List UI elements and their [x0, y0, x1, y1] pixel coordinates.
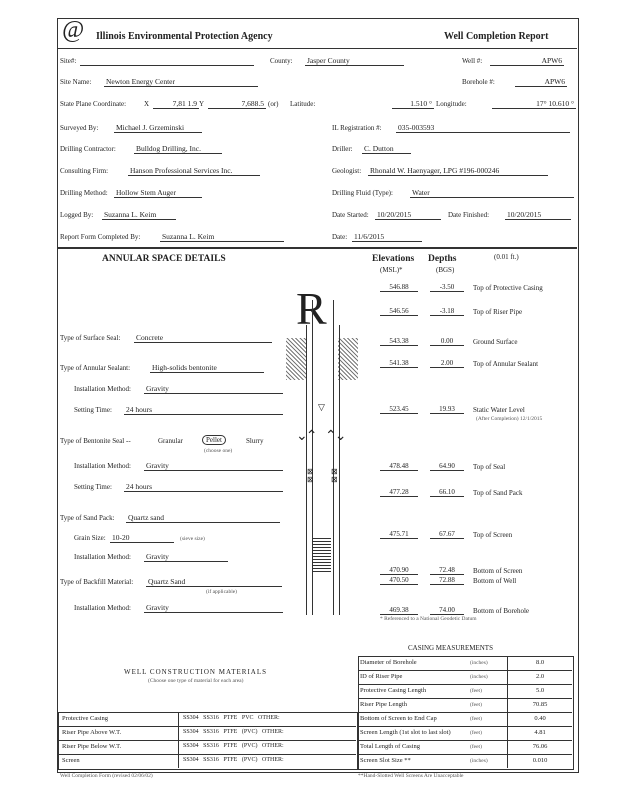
sieve-size: (sieve size)	[180, 536, 205, 542]
casing-label: Total Length of Casing	[360, 743, 421, 750]
break-icon-left: ⌄⌃	[296, 429, 316, 444]
longitude-label: Longitude:	[436, 100, 467, 108]
elev-bgs: 2.00	[430, 359, 464, 368]
elev-desc: Top of Riser Pipe	[473, 308, 523, 316]
annular-sealant-label: Type of Annular Sealant:	[60, 364, 131, 372]
material-options[interactable]: SS304 SS316 PTFE (PVC) OTHER:	[183, 757, 284, 763]
setting-time2-label: Setting Time:	[74, 483, 112, 491]
elev-msl: 470.90	[380, 566, 418, 575]
elev-msl: 543.38	[380, 337, 418, 346]
grain-size-value: 10-20	[110, 533, 174, 543]
elev-desc: Top of Annular Sealant	[473, 360, 539, 368]
casing-label: Screen Slot Size **	[360, 757, 411, 764]
elev-msl: 478.48	[380, 462, 418, 471]
surface-seal-left	[286, 338, 306, 380]
bentonite-pellet[interactable]: Pellet	[202, 435, 226, 445]
material-label: Screen	[62, 757, 80, 764]
drilling-contractor-label: Drilling Contractor:	[60, 145, 116, 153]
if-applicable: (if applicable)	[206, 589, 237, 595]
surveyed-value: Michael J. Grzeminski	[114, 123, 202, 133]
casing-row-line	[358, 726, 572, 727]
casing-unit: (feet)	[470, 702, 482, 708]
casing-label: Bottom of Screen to End Cap	[360, 715, 437, 722]
material-options[interactable]: SS304 SS316 PTFE (PVC) OTHER:	[183, 729, 284, 735]
grain-size-label: Grain Size:	[74, 534, 106, 542]
bgs-label: (BGS)	[436, 266, 455, 274]
casing-unit: (feet)	[470, 744, 482, 750]
y-label: Y	[199, 100, 205, 108]
site-name-label: Site Name:	[60, 78, 92, 86]
consulting-label: Consulting Firm:	[60, 167, 109, 175]
report-value: Suzanna L. Keim	[160, 232, 284, 242]
drilling-fluid-value: Water	[410, 188, 574, 198]
install-method3-label: Installation Method:	[74, 553, 131, 561]
elevations-title: Elevations	[372, 254, 415, 264]
casing-row-line	[358, 712, 572, 713]
elev-desc: Top of Seal	[473, 463, 506, 471]
material-label: Riser Pipe Above W.T.	[62, 729, 122, 736]
date-finished-value: 10/20/2015	[505, 210, 571, 220]
drilling-method-label: Drilling Method:	[60, 189, 108, 197]
elev-bgs: 72.48	[430, 566, 464, 575]
casing-value: 0.010	[532, 757, 548, 764]
casing-row-line	[358, 670, 572, 671]
elev-bgs: 74.00	[430, 606, 464, 615]
material-label: Protective Casing	[62, 715, 109, 722]
elev-msl: 469.38	[380, 606, 418, 615]
drilling-contractor-value: Bulldog Drilling, Inc.	[134, 144, 222, 154]
casing-unit: (feet)	[470, 730, 482, 736]
well-value: APW6	[490, 56, 564, 66]
site-value	[80, 56, 254, 66]
header-divider	[57, 48, 577, 49]
install-method-label: Installation Method:	[74, 385, 131, 393]
elev-bgs: 19.93	[430, 405, 464, 414]
date-started-value: 10/20/2015	[375, 210, 441, 220]
casing-unit: (inches)	[470, 758, 488, 764]
casing-value: 4.81	[534, 729, 546, 736]
casing-label: ID of Riser Pipe	[360, 673, 403, 680]
casing-col-divider	[507, 656, 508, 768]
elev-bgs: -3.18	[430, 307, 464, 316]
form-revision: Well Completion Form (revised 02/06/02)	[60, 773, 153, 779]
date-value: 11/6/2015	[352, 232, 422, 242]
materials-subtitle: (Choose one type of material for each area)	[148, 678, 244, 684]
surface-seal-right	[338, 338, 358, 380]
elev-desc: Top of Sand Pack	[473, 489, 523, 497]
backfill-value: Quartz Sand	[146, 577, 282, 587]
materials-title: WELL CONSTRUCTION MATERIALS	[124, 668, 268, 676]
casing-value: 70.85	[532, 701, 548, 708]
elev-msl: 470.50	[380, 576, 418, 585]
casing-row-line	[358, 740, 572, 741]
swl-note: (After Completion) 12/1/2015	[476, 416, 543, 422]
elev-msl: 546.88	[380, 283, 418, 292]
sand-pack-label: Type of Sand Pack:	[60, 514, 115, 522]
surface-seal-label: Type of Surface Seal:	[60, 334, 121, 342]
consulting-value: Hanson Professional Services Inc.	[128, 166, 260, 176]
section-divider	[57, 247, 577, 249]
borehole-label: Borehole #:	[462, 78, 495, 86]
y-value: 7,688.5	[208, 99, 266, 109]
x-value: 7,81 1.9	[153, 99, 199, 109]
drilling-fluid-label: Drilling Fluid (Type):	[332, 189, 393, 197]
driller-label: Driller:	[332, 145, 353, 153]
casing-value: 5.0	[535, 687, 545, 694]
casing-value: 0.40	[534, 715, 546, 722]
surveyed-label: Surveyed By:	[60, 124, 99, 132]
casing-label: Protective Casing Length	[360, 687, 427, 694]
casing-unit: (feet)	[470, 716, 482, 722]
il-reg-label: IL Registration #:	[332, 124, 382, 132]
site-label: Site#:	[60, 57, 77, 65]
elev-bgs: 72.88	[430, 576, 464, 585]
material-options[interactable]: SS304 SS316 PTFE PVC OTHER:	[183, 715, 280, 721]
casing-unit: (feet)	[470, 688, 482, 694]
elev-msl: 523.45	[380, 405, 418, 414]
date-finished-label: Date Finished:	[448, 211, 490, 219]
borehole-value: APW6	[515, 77, 567, 87]
well-screen	[313, 536, 331, 572]
agency-logo: @	[62, 17, 85, 43]
protective-casing-cap: R	[296, 283, 327, 334]
setting-time2-value: 24 hours	[124, 482, 283, 492]
annular-title: ANNULAR SPACE DETAILS	[102, 254, 226, 264]
surface-seal-value: Concrete	[134, 333, 272, 343]
casing-unit: (inches)	[470, 660, 488, 666]
date-started-label: Date Started:	[332, 211, 369, 219]
msl-label: (MSL)*	[380, 266, 403, 274]
install-method-value: Gravity	[144, 384, 283, 394]
materials-row-line	[58, 740, 356, 741]
setting-time-label: Setting Time:	[74, 406, 112, 414]
well-label: Well #:	[462, 57, 483, 65]
drilling-method-value: Hollow Stem Auger	[114, 188, 202, 198]
choose-one: (choose one)	[204, 448, 233, 454]
logged-value: Suzanna L. Keim	[102, 210, 176, 220]
casing-row-line	[358, 684, 572, 685]
latitude-value: 1.510 °	[392, 99, 434, 109]
break-icon-right: ⌃⌄	[325, 429, 345, 444]
annular-sealant-value: High-solids bentonite	[150, 363, 264, 373]
county-value: Jasper County	[305, 56, 404, 66]
elev-bgs: -3.50	[430, 283, 464, 292]
bentonite-granular[interactable]: Granular	[158, 437, 183, 445]
install-method3-value: Gravity	[144, 552, 228, 562]
water-level-icon: ▽	[318, 402, 325, 412]
seal-pellets-right: ⊠ ⊠	[331, 467, 338, 484]
x-label: X	[144, 100, 150, 108]
materials-row-line	[58, 726, 356, 727]
casing-footnote: **Hand-Slotted Well Screens Are Unacceptable	[358, 773, 464, 779]
casing-value: 2.0	[535, 673, 545, 680]
date-label: Date:	[332, 233, 348, 241]
install-method2-label: Installation Method:	[74, 462, 131, 470]
elev-bgs: 64.90	[430, 462, 464, 471]
geologist-value: Rhonald W. Haenyager, LPG #196-000246	[368, 166, 548, 176]
sand-pack-value: Quartz sand	[126, 513, 280, 523]
elev-bgs: 0.00	[430, 337, 464, 346]
install-method4-value: Gravity	[144, 603, 283, 613]
longitude-value: 17° 10.610 °	[492, 99, 576, 109]
elev-desc: Bottom of Well	[473, 577, 517, 585]
casing-label: Diameter of Borehole	[360, 659, 417, 666]
elev-desc: Bottom of Borehole	[473, 607, 529, 615]
casing-row-line	[358, 698, 572, 699]
elev-bgs: 66.10	[430, 488, 464, 497]
geologist-label: Geologist:	[332, 167, 362, 175]
driller-value: C. Dutton	[362, 144, 411, 154]
casing-value: 76.06	[532, 743, 548, 750]
elev-bgs: 67.67	[430, 530, 464, 539]
materials-row-line	[58, 754, 356, 755]
elev-msl: 475.71	[380, 530, 418, 539]
elev-desc: Top of Screen	[473, 531, 513, 539]
install-method2-value: Gravity	[144, 461, 283, 471]
state-plane-label: State Plane Coordinate:	[60, 100, 127, 108]
setting-time-value: 24 hours	[124, 405, 283, 415]
elev-desc: Ground Surface	[473, 338, 518, 346]
material-options[interactable]: SS304 SS316 PTFE (PVC) OTHER:	[183, 743, 284, 749]
elev-unit: (0.01 ft.)	[494, 253, 519, 261]
material-label: Riser Pipe Below W.T.	[62, 743, 122, 750]
or-label: (or)	[268, 100, 279, 108]
casing-unit: (inches)	[470, 674, 488, 680]
site-name-value: Newton Energy Center	[104, 77, 258, 87]
elev-msl: 477.28	[380, 488, 418, 497]
casing-label: Riser Pipe Length	[360, 701, 407, 708]
elev-desc: Bottom of Screen	[473, 567, 523, 575]
install-method4-label: Installation Method:	[74, 604, 131, 612]
casing-row-line	[358, 754, 572, 755]
form-title: Well Completion Report	[444, 31, 549, 42]
logged-label: Logged By:	[60, 211, 94, 219]
backfill-label: Type of Backfill Material:	[60, 578, 134, 586]
elev-footnote: * Referenced to a National Geodetic Datum	[380, 616, 477, 622]
report-label: Report Form Completed By:	[60, 233, 141, 241]
county-label: County:	[270, 57, 293, 65]
casing-value: 8.0	[535, 659, 545, 666]
elev-desc: Top of Protective Casing	[473, 284, 543, 292]
elev-desc: Static Water Level	[473, 406, 525, 414]
depths-title: Depths	[428, 254, 457, 264]
casing-title: CASING MEASUREMENTS	[408, 644, 493, 652]
latitude-label: Latitude:	[290, 100, 316, 108]
elev-msl: 541.38	[380, 359, 418, 368]
agency-name: Illinois Environmental Protection Agency	[96, 31, 273, 42]
elev-msl: 546.56	[380, 307, 418, 316]
il-reg-value: 035-003593	[396, 123, 570, 133]
bentonite-label: Type of Bentonite Seal --	[60, 437, 131, 445]
seal-pellets-left: ⊠ ⊠	[307, 467, 314, 484]
casing-label: Screen Length (1st slot to last slot)	[360, 729, 451, 736]
bentonite-slurry[interactable]: Slurry	[246, 437, 264, 445]
